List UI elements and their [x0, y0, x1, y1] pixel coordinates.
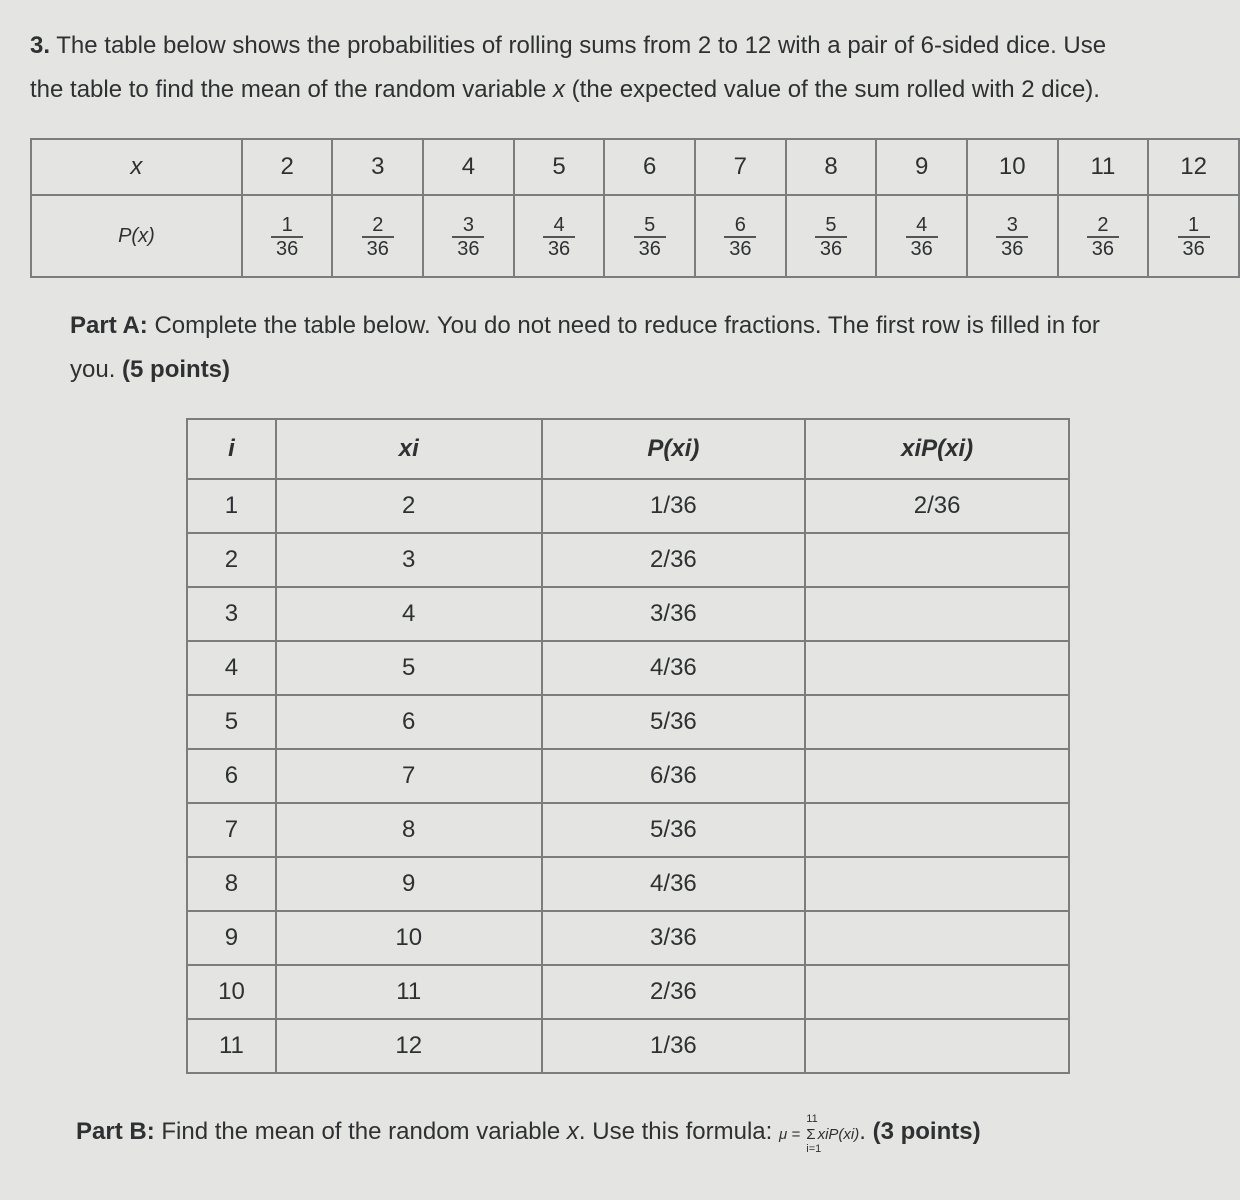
- x-value-cell: 3: [332, 139, 423, 195]
- table-row: [187, 1019, 1069, 1073]
- row-index-cell: 6: [187, 749, 276, 803]
- question-variable: x: [553, 76, 565, 103]
- part-b-text: Find the mean of the random variable: [154, 1118, 567, 1145]
- part-b-variable: x: [566, 1118, 579, 1145]
- probability-cell: [876, 195, 967, 277]
- probability-fraction: [906, 215, 938, 259]
- part-b-points: (3 points): [872, 1118, 981, 1145]
- header-xi: xi: [276, 419, 542, 479]
- probability-fraction: [996, 215, 1028, 259]
- row-probability-cell: 6/36: [542, 749, 806, 803]
- part-b-line: [76, 1113, 981, 1155]
- question-text-3: (the expected value of the sum rolled with 2 dice).: [565, 76, 1100, 103]
- fraction-denominator: 36: [638, 237, 661, 260]
- row-product-cell[interactable]: [805, 803, 1069, 857]
- probability-cell: [514, 195, 605, 277]
- question-text-1: The table below shows the probabilities of rolling sums from 2 to 12 with a pair of 6-sided dice. Use: [50, 32, 1107, 59]
- probability-fraction: [1087, 215, 1119, 259]
- row-product-cell[interactable]: 2/36: [805, 479, 1069, 533]
- x-value-cell: 4: [423, 139, 514, 195]
- row-x-cell: 8: [276, 803, 542, 857]
- row-index-cell: 9: [187, 911, 276, 965]
- header-xipxi: xiP(xi): [805, 419, 1069, 479]
- row-product-cell[interactable]: [805, 911, 1069, 965]
- fraction-denominator: 36: [457, 237, 480, 260]
- header-pxi: P(xi): [542, 419, 806, 479]
- table-row: [187, 587, 1069, 641]
- fraction-numerator: 2: [372, 213, 384, 236]
- fraction-numerator: 1: [1188, 213, 1200, 236]
- fraction-numerator: 4: [916, 213, 928, 236]
- expected-value-table: [186, 418, 1070, 1074]
- part-a-line-1: [70, 312, 1100, 340]
- fraction-denominator: 36: [819, 237, 843, 260]
- probability-cell: [1058, 195, 1149, 277]
- row-x-cell: 10: [276, 911, 542, 965]
- summation-symbol: [804, 1113, 822, 1155]
- row-probability-cell: 4/36: [542, 641, 806, 695]
- fraction-denominator: 36: [366, 237, 389, 260]
- question-line-2: [30, 76, 1100, 104]
- row-x-cell: 12: [276, 1019, 542, 1073]
- question-text-2: the table to find the mean of the random variable: [30, 76, 553, 103]
- row-product-cell[interactable]: [805, 533, 1069, 587]
- row-probability-cell: 5/36: [542, 695, 806, 749]
- fraction-denominator: 36: [910, 237, 933, 260]
- row-index-cell: 11: [187, 1019, 276, 1073]
- probability-fraction: [543, 215, 575, 259]
- question-line-1: [30, 32, 1106, 60]
- row-product-cell[interactable]: [805, 857, 1069, 911]
- x-label: x: [31, 139, 242, 195]
- fraction-numerator: 3: [462, 213, 474, 236]
- probability-fraction: [452, 215, 484, 259]
- fraction-denominator: 36: [1001, 237, 1024, 260]
- row-x-cell: 9: [276, 857, 542, 911]
- probability-cell: [604, 195, 695, 277]
- table-row: [187, 641, 1069, 695]
- row-product-cell[interactable]: [805, 587, 1069, 641]
- fraction-numerator: 2: [1097, 213, 1109, 236]
- fraction-numerator: 4: [553, 213, 565, 236]
- probability-cell: [695, 195, 786, 277]
- row-product-cell[interactable]: [805, 749, 1069, 803]
- table-row: [187, 533, 1069, 587]
- x-value-cell: 5: [514, 139, 605, 195]
- x-value-cell: 12: [1148, 139, 1239, 195]
- table-row: [187, 965, 1069, 1019]
- probability-fraction: [1178, 215, 1210, 259]
- row-probability-cell: 5/36: [542, 803, 806, 857]
- row-product-cell[interactable]: [805, 1019, 1069, 1073]
- distribution-table: [30, 138, 1240, 278]
- x-value-cell: 7: [695, 139, 786, 195]
- fraction-numerator: 6: [734, 213, 746, 236]
- row-x-cell: 7: [276, 749, 542, 803]
- distribution-x-row: [31, 139, 1239, 195]
- x-value-cell: 2: [242, 139, 333, 195]
- part-b-text-2: . Use this formula:: [578, 1118, 779, 1145]
- row-index-cell: 5: [187, 695, 276, 749]
- row-product-cell[interactable]: [805, 695, 1069, 749]
- table-row: [187, 479, 1069, 533]
- probability-fraction: [634, 215, 666, 259]
- row-product-cell[interactable]: [805, 641, 1069, 695]
- x-value-cell: 9: [876, 139, 967, 195]
- row-index-cell: 8: [187, 857, 276, 911]
- probability-fraction: [724, 215, 756, 259]
- distribution-p-row: [31, 195, 1239, 277]
- row-probability-cell: 1/36: [542, 479, 806, 533]
- p-label: P(x): [31, 195, 242, 277]
- table-row: [187, 803, 1069, 857]
- row-index-cell: 2: [187, 533, 276, 587]
- row-index-cell: 10: [187, 965, 276, 1019]
- row-x-cell: 5: [276, 641, 542, 695]
- header-i: i: [187, 419, 276, 479]
- formula-lhs: μ =: [778, 1126, 805, 1143]
- row-x-cell: 6: [276, 695, 542, 749]
- fraction-denominator: 36: [276, 237, 299, 260]
- row-x-cell: 11: [276, 965, 542, 1019]
- part-a-text-2: you.: [70, 356, 123, 383]
- probability-cell: [967, 195, 1058, 277]
- part-a-line-2: [70, 356, 230, 384]
- row-x-cell: 4: [276, 587, 542, 641]
- row-x-cell: 2: [276, 479, 542, 533]
- fraction-denominator: 36: [729, 237, 752, 260]
- sum-lower: i=1: [806, 1143, 822, 1155]
- row-probability-cell: 3/36: [542, 911, 806, 965]
- probability-cell: [423, 195, 514, 277]
- fraction-denominator: 36: [547, 237, 571, 260]
- row-index-cell: 4: [187, 641, 276, 695]
- row-product-cell[interactable]: [805, 965, 1069, 1019]
- part-a-label: Part A:: [70, 312, 148, 339]
- row-probability-cell: 4/36: [542, 857, 806, 911]
- fraction-numerator: 5: [825, 213, 837, 236]
- probability-cell: [1148, 195, 1239, 277]
- row-index-cell: 1: [187, 479, 276, 533]
- table-header-row: [187, 419, 1069, 479]
- fraction-numerator: 5: [644, 213, 656, 236]
- row-probability-cell: 2/36: [542, 533, 806, 587]
- table-row: [187, 695, 1069, 749]
- table-row: [187, 857, 1069, 911]
- formula-rhs: xiP(xi): [817, 1126, 860, 1143]
- probability-cell: [332, 195, 423, 277]
- part-b-label: Part B:: [76, 1118, 155, 1145]
- probability-fraction: [815, 215, 847, 259]
- probability-fraction: [271, 215, 303, 259]
- probability-cell: [242, 195, 333, 277]
- formula: [778, 1113, 860, 1155]
- fraction-numerator: 1: [281, 213, 293, 236]
- row-probability-cell: 3/36: [542, 587, 806, 641]
- probability-cell: [786, 195, 877, 277]
- row-x-cell: 3: [276, 533, 542, 587]
- row-probability-cell: 2/36: [542, 965, 806, 1019]
- fraction-denominator: 36: [1091, 237, 1115, 260]
- x-value-cell: 8: [786, 139, 877, 195]
- row-probability-cell: 1/36: [542, 1019, 806, 1073]
- sum-sigma: Σ: [806, 1126, 816, 1143]
- sum-upper: 11: [806, 1113, 818, 1125]
- fraction-numerator: 3: [1006, 213, 1018, 236]
- probability-fraction: [362, 215, 394, 259]
- row-index-cell: 3: [187, 587, 276, 641]
- formula-end: .: [859, 1118, 873, 1145]
- table-row: [187, 749, 1069, 803]
- table-row: [187, 911, 1069, 965]
- question-number: 3.: [30, 32, 51, 59]
- row-index-cell: 7: [187, 803, 276, 857]
- x-value-cell: 10: [967, 139, 1058, 195]
- part-a-text-1: Complete the table below. You do not need to reduce fractions. The first row is filled in for: [147, 312, 1100, 339]
- fraction-denominator: 36: [1182, 237, 1205, 260]
- part-a-points: (5 points): [122, 356, 231, 383]
- x-value-cell: 6: [604, 139, 695, 195]
- x-value-cell: 11: [1058, 139, 1149, 195]
